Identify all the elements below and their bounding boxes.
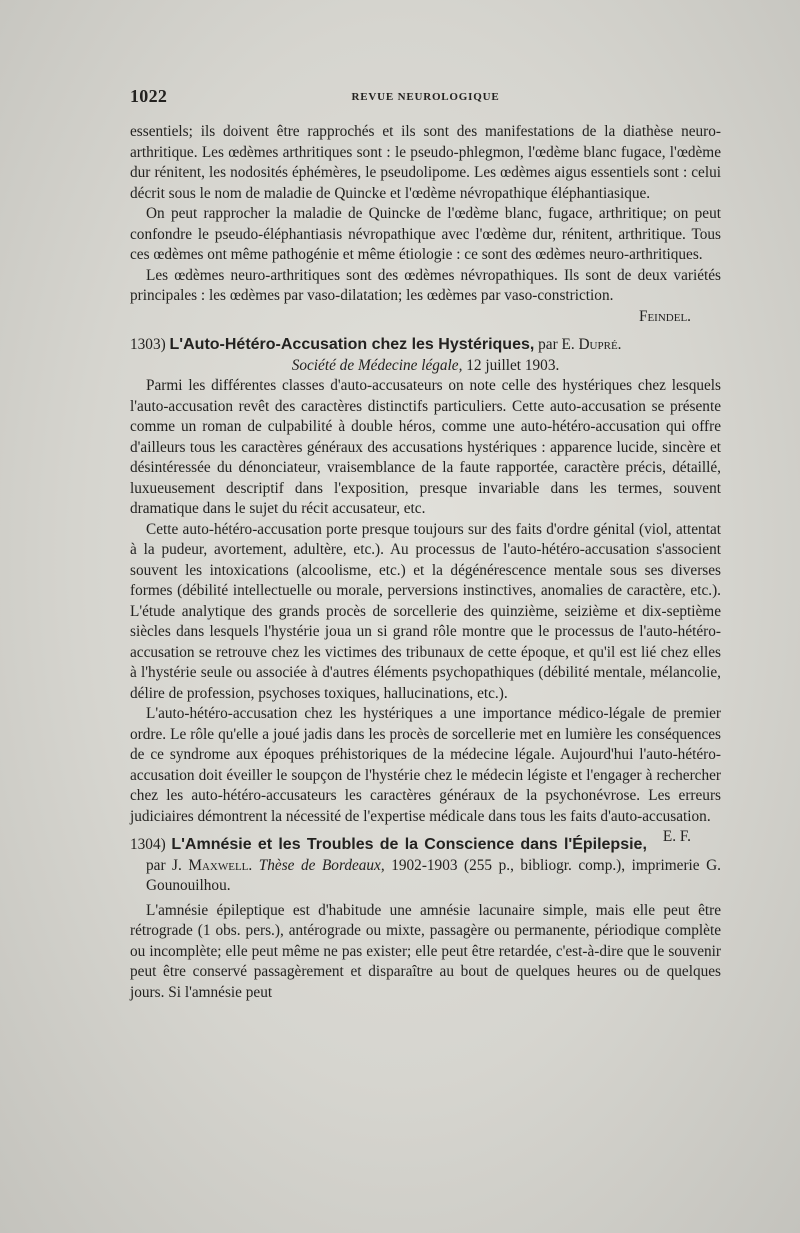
- article-text: [130, 122, 721, 1003]
- entry-author: Dupré.: [578, 336, 622, 353]
- entry-title: L'Auto-Hétéro-Accusation chez les Hystériques,: [169, 336, 535, 353]
- entry-number: 1303): [130, 336, 166, 353]
- entry-heading-1303: [130, 335, 721, 356]
- running-head: [130, 86, 721, 112]
- entry-details: 1902-1903 (255 p., bibliogr. comp.), imprimerie G. Gounouilhou.: [146, 856, 721, 894]
- entry-author: Maxwell.: [188, 856, 253, 874]
- signature: Feindel.: [638, 307, 691, 325]
- entry-date: 12 juillet 1903.: [466, 356, 560, 374]
- page-body: [130, 86, 721, 1003]
- entry-heading-1304: [130, 835, 721, 897]
- page-number: 1022: [130, 86, 168, 106]
- entry-source-line: [130, 356, 721, 377]
- entry-by: par E.: [538, 336, 575, 353]
- paragraph: Parmi les différentes classes d'auto-accusateurs on note celle des hystériques chez lesquels l'auto-accusation revêt des caractères distinctifs particuliers. Cette auto-accusation se présente comme un roman de culpabilité à double héros, comme une auto-hétéro-accusation qui offre d'ailleurs tous les caractères généraux des accusations hystériques : apparence lucide, sincère et désintéressée du dénonciateur, vraisemblance de la faute rapportée, caractère précis, détaillé, luxueusement descriptif dans l'exposition, presque invariable dans les termes, souvent dramatique dans le sujet du récit accusateur, etc.: [130, 377, 721, 517]
- entry-source: Thèse de Bordeaux,: [258, 856, 385, 874]
- entry-number: 1304): [130, 836, 166, 853]
- entry-source: Société de Médecine légale,: [291, 356, 463, 374]
- paragraph: L'amnésie épileptique est d'habitude une amnésie lacunaire simple, mais elle peut être rétrograde (1 obs. pers.), antérograde ou mixte, passagère ou permanente, périodique complète ou incomplète; elle peut même ne pas exister; elle peut être retardée, c'est-à-dire que le souvenir peut être conservé passagèrement et disparaître au bout de quelques heures ou de quelques jours. Si l'amnésie peut: [130, 901, 721, 1001]
- paragraph: essentiels; ils doivent être rapprochés et ils sont des manifestations de la diathèse neuro-arthritique. Les œdèmes arthritiques sont : le pseudo-phlegmon, l'œdème blanc fugace, l'œdème dur rénitent, les nodosités éphémères, le pseudolipome. Les œdèmes aigus essentiels sont : celui décrit sous le nom de maladie de Quincke et l'œdème névropathique éléphantiasique.: [130, 123, 721, 202]
- paragraph-text: L'auto-hétéro-accusation chez les hystériques a une importance médico-légale de premier ordre. Le rôle qu'elle a joué jadis dans les procès de sorcellerie met en lumière les conséquences de ce syndrome aux époques préhistoriques de la médecine légale. Aujourd'hui l'auto-hétéro-accusation doit éveiller le soupçon de l'hystérie chez le médecin légiste et l'engager à rechercher chez les auto-hétéro-accusateurs les caractères généraux de la psychonévrose. Les erreurs judiciaires démontrent la nécessité de l'expertise médicale dans tous les faits d'auto-accusation.: [130, 705, 721, 825]
- paragraph: On peut rapprocher la maladie de Quincke de l'œdème blanc, fugace, arthritique; on peut confondre le pseudo-éléphantiasis névropathique avec l'œdème dur, rénitent, arthritique. Tous ces œdèmes ont même pathogénie et même étiologie : ce sont des œdèmes neuro-arthritiques.: [130, 205, 721, 263]
- entry-by: par J.: [146, 856, 182, 874]
- paragraph: Les œdèmes neuro-arthritiques sont des œdèmes névropathiques. Ils sont de deux variétés principales : les œdèmes par vaso-dilatation; les œdèmes par vaso-constriction.: [130, 266, 721, 304]
- entry-title: L'Amnésie et les Troubles de la Conscience dans l'Épilepsie,: [171, 836, 647, 853]
- signature: E. F.: [662, 828, 691, 845]
- journal-title: REVUE NEUROLOGIQUE: [351, 91, 500, 103]
- paragraph: Cette auto-hétéro-accusation porte presque toujours sur des faits d'ordre génital (viol, attentat à la pudeur, avortement, adultère, etc.). Au processus de l'auto-hétéro-accusation s'associent souvent les intoxications (alcoolisme, etc.) et la dégénérescence mentale sous ses diverses formes (débilité intellectuelle ou morale, perversions instinctives, anomalies de caractère, etc.). L'étude analytique des grands procès de sorcellerie des quinzième, seizième et dix-septième siècles dans lesquels l'hystérie joua un si grand rôle montre que le processus de l'auto-hétéro-accusation se retrouve chez les victimes des tribunaux de cette époque, et qu'il est lié chez elles à l'hystérie seule ou associée à d'autres éléments psychopathiques (débilité mentale, mélancolie, délire de profession, psychoses toxiques, hallucinations, etc.).: [130, 520, 721, 702]
